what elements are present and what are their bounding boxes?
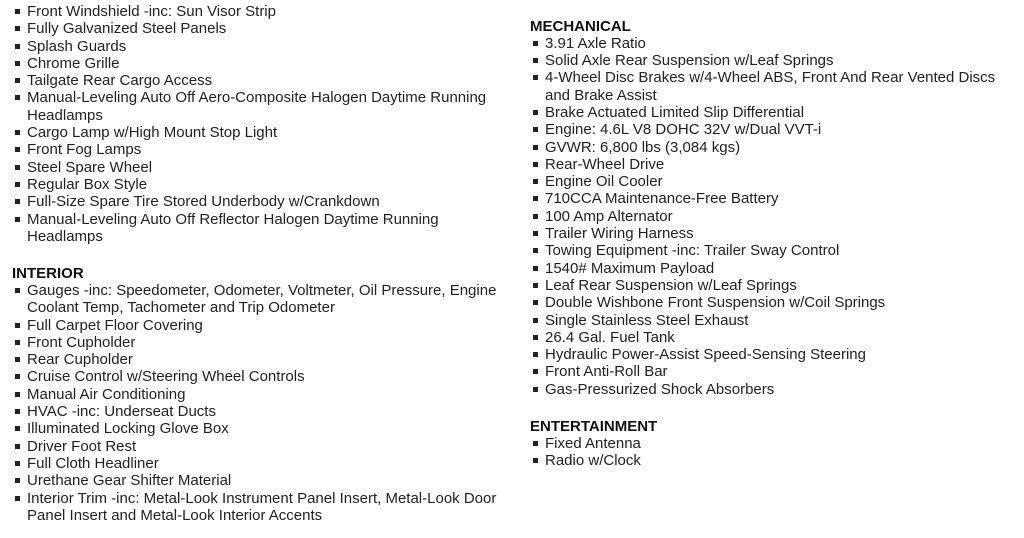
list-item bbox=[530, 173, 1015, 190]
list-item-text: Cruise Control w/Steering Wheel Controls bbox=[27, 368, 305, 386]
bullet-icon bbox=[533, 369, 538, 374]
bullet-icon bbox=[15, 95, 20, 100]
list-item-text: 4-Wheel Disc Brakes w/4-Wheel ABS, Front And Rear Vented Discs and Brake Assist bbox=[545, 69, 996, 104]
list-item-text: Front Cupholder bbox=[27, 333, 136, 351]
bullet-icon bbox=[15, 288, 20, 293]
bullet-icon bbox=[533, 41, 538, 46]
list-item-text: Illuminated Locking Glove Box bbox=[27, 420, 229, 438]
bullet-icon bbox=[15, 44, 20, 49]
list-item-text: Front Windshield -inc: Sun Visor Strip bbox=[27, 3, 276, 20]
bullet-icon bbox=[15, 130, 20, 135]
list-item-text: Urethane Gear Shifter Material bbox=[27, 472, 232, 490]
list-item bbox=[12, 420, 517, 437]
interior-heading: INTERIOR bbox=[12, 264, 84, 282]
list-item bbox=[530, 381, 1015, 398]
bullet-icon bbox=[533, 127, 538, 132]
bullet-icon bbox=[15, 165, 20, 170]
bullet-icon bbox=[15, 323, 20, 328]
list-item-text: Fully Galvanized Steel Panels bbox=[27, 20, 227, 38]
bullet-icon bbox=[533, 231, 538, 236]
bullet-icon bbox=[15, 426, 20, 431]
bullet-icon bbox=[533, 458, 538, 463]
list-item bbox=[12, 55, 517, 72]
bullet-icon bbox=[15, 9, 20, 14]
list-item bbox=[530, 294, 1015, 311]
list-item-text: Front Fog Lamps bbox=[27, 141, 142, 159]
bullet-icon bbox=[15, 357, 20, 362]
list-item bbox=[12, 20, 517, 37]
entertainment-section bbox=[530, 418, 1015, 470]
list-item bbox=[530, 242, 1015, 259]
list-item bbox=[530, 363, 1015, 380]
bullet-icon bbox=[533, 387, 538, 392]
list-item bbox=[12, 38, 517, 55]
bullet-icon bbox=[15, 461, 20, 466]
list-item-text: 710CCA Maintenance-Free Battery bbox=[545, 190, 779, 208]
list-item bbox=[530, 104, 1015, 121]
list-item bbox=[530, 277, 1015, 294]
list-item-text: Gas-Pressurized Shock Absorbers bbox=[545, 380, 775, 398]
bullet-icon bbox=[15, 61, 20, 66]
list-item bbox=[530, 329, 1015, 346]
bullet-icon bbox=[533, 441, 538, 446]
bullet-icon bbox=[533, 110, 538, 115]
list-item-text: Manual-Leveling Auto Off Reflector Halogen Daytime Running Headlamps bbox=[27, 210, 439, 245]
bullet-icon bbox=[15, 147, 20, 152]
list-item-text: Hydraulic Power-Assist Speed-Sensing Steering bbox=[545, 346, 866, 364]
list-item bbox=[12, 159, 517, 176]
list-item bbox=[12, 490, 517, 525]
list-item bbox=[12, 368, 517, 385]
list-item bbox=[530, 121, 1015, 138]
right-column bbox=[530, 3, 1015, 469]
list-item-text: Double Wishbone Front Suspension w/Coil Springs bbox=[545, 294, 886, 312]
list-item-text: 26.4 Gal. Fuel Tank bbox=[545, 328, 675, 346]
list-item-text: Engine Oil Cooler bbox=[545, 173, 663, 191]
list-item-text: Steel Spare Wheel bbox=[27, 158, 153, 176]
list-item bbox=[12, 317, 517, 334]
bullet-icon bbox=[15, 182, 20, 187]
bullet-icon bbox=[15, 374, 20, 379]
list-item-text: Brake Actuated Limited Slip Differential bbox=[545, 103, 805, 121]
list-item bbox=[12, 176, 517, 193]
list-item-text: Radio w/Clock bbox=[545, 452, 641, 470]
entertainment-heading: ENTERTAINMENT bbox=[530, 417, 658, 435]
list-item-text: Interior Trim -inc: Metal-Look Instrument Panel Insert, Metal-Look Door Panel Insert and Metal-Look Interior Accents bbox=[27, 489, 497, 524]
list-item bbox=[530, 225, 1015, 242]
list-item-text: Manual Air Conditioning bbox=[27, 385, 186, 403]
list-item bbox=[12, 211, 517, 246]
left-column bbox=[12, 3, 517, 524]
bullet-icon bbox=[15, 392, 20, 397]
interior-list bbox=[12, 282, 517, 524]
bullet-icon bbox=[533, 266, 538, 271]
bullet-icon bbox=[533, 58, 538, 63]
list-item-text: 100 Amp Alternator bbox=[545, 207, 673, 225]
bullet-icon bbox=[533, 179, 538, 184]
list-item-text: HVAC -inc: Underseat Ducts bbox=[27, 403, 216, 421]
list-item bbox=[530, 208, 1015, 225]
list-item bbox=[530, 260, 1015, 277]
mechanical-section bbox=[530, 18, 1015, 399]
list-item-text: 1540# Maximum Payload bbox=[545, 259, 715, 277]
list-item-text: Fixed Antenna bbox=[545, 434, 641, 452]
bullet-icon bbox=[533, 335, 538, 340]
list-item-text: Full Carpet Floor Covering bbox=[27, 316, 203, 334]
list-item bbox=[12, 403, 517, 420]
bullet-icon bbox=[533, 196, 538, 201]
entertainment-list bbox=[530, 435, 1015, 470]
list-item-text: Solid Axle Rear Suspension w/Leaf Springs bbox=[545, 52, 834, 70]
list-item-text: Cargo Lamp w/High Mount Stop Light bbox=[27, 124, 278, 142]
list-item-text: 3.91 Axle Ratio bbox=[545, 34, 646, 52]
bullet-icon bbox=[533, 145, 538, 150]
mechanical-list bbox=[530, 35, 1015, 398]
list-item-text: Gauges -inc: Speedometer, Odometer, Voltmeter, Oil Pressure, Engine Coolant Temp, Tachometer and Trip Odometer bbox=[27, 281, 497, 317]
bullet-icon bbox=[15, 217, 20, 222]
bullet-icon bbox=[15, 496, 20, 501]
list-item-text: Single Stainless Steel Exhaust bbox=[545, 311, 749, 329]
list-item bbox=[12, 72, 517, 89]
list-item-text: Regular Box Style bbox=[27, 175, 148, 193]
list-item bbox=[530, 435, 1015, 452]
list-item bbox=[12, 141, 517, 158]
bullet-icon bbox=[533, 300, 538, 305]
list-item bbox=[12, 334, 517, 351]
list-item-text: Rear Cupholder bbox=[27, 351, 133, 369]
bullet-icon bbox=[15, 409, 20, 414]
bullet-icon bbox=[533, 352, 538, 357]
list-item bbox=[12, 438, 517, 455]
list-item bbox=[12, 282, 517, 317]
list-item bbox=[530, 190, 1015, 207]
bullet-icon bbox=[533, 214, 538, 219]
list-item bbox=[530, 312, 1015, 329]
bullet-icon bbox=[533, 318, 538, 323]
bullet-icon bbox=[15, 444, 20, 449]
list-item bbox=[12, 193, 517, 210]
list-item bbox=[530, 452, 1015, 469]
bullet-icon bbox=[15, 78, 20, 83]
exterior-list bbox=[12, 3, 517, 245]
bullet-icon bbox=[533, 75, 538, 80]
list-item-text: Chrome Grille bbox=[27, 54, 120, 72]
bullet-icon bbox=[533, 283, 538, 288]
list-item bbox=[12, 472, 517, 489]
list-item bbox=[12, 455, 517, 472]
bullet-icon bbox=[533, 162, 538, 167]
list-item-text: Full-Size Spare Tire Stored Underbody w/Crankdown bbox=[27, 193, 380, 211]
bullet-icon bbox=[15, 26, 20, 31]
list-item bbox=[530, 156, 1015, 173]
list-item-text: Towing Equipment -inc: Trailer Sway Control bbox=[545, 242, 840, 260]
list-item-text: Tailgate Rear Cargo Access bbox=[27, 72, 213, 90]
bullet-icon bbox=[15, 478, 20, 483]
bullet-icon bbox=[15, 340, 20, 345]
list-item-text: GVWR: 6,800 lbs (3,084 kgs) bbox=[545, 138, 741, 156]
list-item-text: Full Cloth Headliner bbox=[27, 454, 159, 472]
list-item-text: Trailer Wiring Harness bbox=[545, 225, 694, 243]
list-item bbox=[530, 346, 1015, 363]
exterior-section bbox=[12, 3, 517, 245]
list-item-text: Driver Foot Rest bbox=[27, 437, 137, 455]
list-item-text: Front Anti-Roll Bar bbox=[545, 363, 668, 381]
list-item bbox=[530, 52, 1015, 69]
mechanical-heading: MECHANICAL bbox=[530, 17, 631, 35]
list-item-text: Manual-Leveling Auto Off Aero-Composite Halogen Daytime Running Headlamps bbox=[27, 89, 487, 124]
list-item bbox=[12, 351, 517, 368]
bullet-icon bbox=[533, 248, 538, 253]
list-item-text: Leaf Rear Suspension w/Leaf Springs bbox=[545, 276, 797, 294]
list-item-text: Engine: 4.6L V8 DOHC 32V w/Dual VVT-i bbox=[545, 121, 822, 139]
bullet-icon bbox=[15, 199, 20, 204]
list-item-text: Rear-Wheel Drive bbox=[545, 155, 665, 173]
interior-section bbox=[12, 265, 517, 524]
list-item bbox=[530, 69, 1015, 104]
list-item bbox=[12, 386, 517, 403]
list-item bbox=[12, 124, 517, 141]
list-item bbox=[530, 139, 1015, 156]
list-item bbox=[530, 35, 1015, 52]
list-item bbox=[12, 3, 517, 20]
list-item bbox=[12, 89, 517, 124]
list-item-text: Splash Guards bbox=[27, 37, 127, 55]
